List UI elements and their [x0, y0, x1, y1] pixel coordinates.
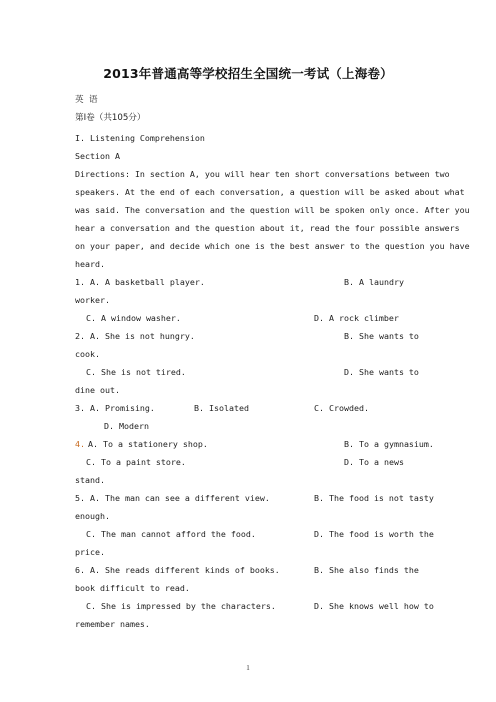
directions-line: Directions: In section A, you will hear ten short conversations between two	[75, 169, 450, 179]
q6-option-b-continued: book difficult to read.	[75, 583, 190, 593]
q1-option-b: B. A laundry	[344, 277, 404, 287]
q1-option-c: C. A window washer.	[86, 313, 181, 323]
volume-label: 第Ⅰ卷（共105分）	[75, 113, 146, 123]
q5-option-d-continued: price.	[75, 547, 105, 557]
directions-line: speakers. At the end of each conversation, a question will be asked about what	[75, 187, 465, 197]
q1-option-a: 1. A. A basketball player.	[75, 277, 205, 287]
q1-option-b-continued: worker.	[75, 295, 110, 305]
exam-title: 2013年普通高等学校招生全国统一考试（上海卷）	[103, 66, 393, 81]
q6-option-c: C. She is impressed by the characters.	[86, 601, 276, 611]
directions-line: heard.	[75, 259, 105, 269]
q4-option-a: A. To a stationery shop.	[88, 439, 208, 449]
q4-option-d: D. To a news	[344, 457, 404, 467]
q5-option-a: 5. A. The man can see a different view.	[75, 493, 270, 503]
q4-option-c: C. To a paint store.	[86, 457, 186, 467]
q5-option-b-continued: enough.	[75, 511, 110, 521]
q2-option-b: B. She wants to	[344, 331, 419, 341]
part-heading: I. Listening Comprehension	[75, 133, 205, 143]
q2-option-c: C. She is not tired.	[86, 367, 186, 377]
directions-line: hear a conversation and the question about it, read the four possible answers	[75, 223, 460, 233]
section-heading: Section A	[75, 151, 120, 161]
q3-option-d: D. Modern	[104, 421, 149, 431]
q4-option-d-continued: stand.	[75, 475, 105, 485]
q5-option-d: D. The food is worth the	[314, 529, 434, 539]
q3-option-c: C. Crowded.	[314, 403, 369, 413]
q5-option-c: C. The man cannot afford the food.	[86, 529, 256, 539]
q2-option-d: D. She wants to	[344, 367, 419, 377]
q2-option-d-continued: dine out.	[75, 385, 120, 395]
q6-option-d-continued: remember names.	[75, 619, 150, 629]
q6-option-b: B. She also finds the	[314, 565, 419, 575]
q3-option-a: 3. A. Promising.	[75, 403, 155, 413]
q2-option-a: 2. A. She is not hungry.	[75, 331, 195, 341]
page-number: 1	[246, 664, 250, 672]
q1-option-d: D. A rock climber	[314, 313, 399, 323]
q4-option-b: B. To a gymnasium.	[344, 439, 434, 449]
directions-line: on your paper, and decide which one is the best answer to the question you have	[75, 241, 470, 251]
q5-option-b: B. The food is not tasty	[314, 493, 434, 503]
subject-label: 英 语	[75, 95, 98, 105]
q3-option-b: B. Isolated	[194, 403, 249, 413]
directions-line: was said. The conversation and the question will be spoken only once. After you	[75, 205, 470, 215]
q4-number: 4.	[75, 439, 85, 449]
q6-option-a: 6. A. She reads different kinds of books.	[75, 565, 280, 575]
q6-option-d: D. She knows well how to	[314, 601, 434, 611]
q2-option-b-continued: cook.	[75, 349, 100, 359]
